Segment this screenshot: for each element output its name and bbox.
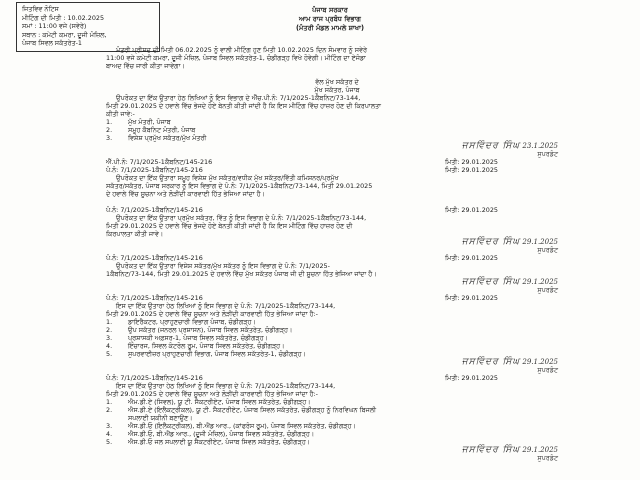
signature-date: 29.1.2025 (522, 278, 558, 286)
signature-3 (106, 278, 568, 294)
signature-1 (106, 142, 568, 158)
block-line: ਉਪਰੋਕਤ ਦਾ ਇੱਕ ਉਤਾਰਾ ਵਿਸ਼ੇਸ਼ ਸਕੱਤਰ/ਮੁੱਖ ਸਕੱਤਰ ਨੂੰ ਇਸ ਵਿਭਾਗ ਦੇ ਪੰ.ਨੰ: 7/1/2025- (116, 262, 330, 270)
signature-date: 29.1.2025 (522, 238, 558, 246)
block-line: ਸਕੱਤਰ/ਸਕੱਤਰ, ਪੰਜਾਬ ਸਰਕਾਰ ਨੂੰ ਇਸ ਵਿਭਾਗ ਦੇ ਪੰ.ਨੰ: 7/1/2025-1ਕੈਬਨਿਟ/73-144, ਮਿਤੀ 29.01.2025 (106, 182, 373, 190)
meeting-info-box (16, 2, 160, 52)
list-item: 1. ਮੁੱਖ ਮੰਤਰੀ, ਪੰਜਾਬ (106, 118, 171, 126)
signature-scribble: ਜਸਵਿੰਦਰ ਸਿੰਘ (461, 141, 521, 151)
block-line: ਉਪਰੋਕਤ ਦਾ ਇੱਕ ਉਤਾਰਾ ਪ੍ਰਮੁੱਖ ਸਕੱਤਰ, ਵਿੱਤ ਨੂੰ ਇਸ ਵਿਭਾਗ ਦੇ ਪੰ.ਨੰ: 7/1/2025-1ਕੈਬਨਿਟ/73-144, (116, 214, 367, 222)
from-line: ਵੱਲ ਮੁੱਖ ਸਕੱਤਰ ਦੇ (315, 78, 359, 86)
intro-line: ਮੰਤਰੀ ਪ੍ਰੀਸ਼ਦ ਦੀ ਮਿਤੀ 06.02.2025 ਨੂੰ ਵਾਲੀ ਮੀਟਿੰਗ ਹੁਣ ਮਿਤੀ 10.02.2025 ਦਿਨ ਸੋਮਵਾਰ ਨੂੰ ਸਵੇਰੇ (116, 46, 367, 54)
meeting-date: ਮੀਟਿੰਗ ਦੀ ਮਿਤੀ : 10.02.2025 (22, 13, 105, 22)
reference-line: ਪੰ.ਨੰ: 7/1/2025-1ਕੈਬਨਿਟ/145-216 ਮਿਤੀ: 29.01.2025 (106, 294, 498, 302)
block4-paragraph (106, 262, 568, 278)
department-name: ਆਮ ਰਾਜ ਪ੍ਰਬੰਧ ਵਿਭਾਗ (298, 15, 362, 23)
list-item: 2. ਐਸ.ਡੀ.ਏ (ਇਲੈਕਟ੍ਰੀਕਲ), ਯੂ ਟੀ. ਸੈਕਟਰੀਏਟ, ਪੰਜਾਬ ਸਿਵਲ ਸਕੱਤਰੇਤ, ਚੰਡੀਗੜ੍ਹ ਨੂੰ ਨਿਰਵਿਘਨ ਬਿਜਲੀ (106, 406, 376, 414)
block-line: ਇਸ ਦਾ ਇੱਕ ਉਤਾਰਾ ਹੇਠ ਲਿਖਿਆਂ ਨੂੰ ਇਸ ਵਿਭਾਗ ਦੇ ਪੰ.ਨੰ: 7/1/2025-1ਕੈਬਨਿਟ/73-144, (116, 302, 336, 310)
signature-date: 29.1.2025 (522, 358, 558, 366)
signature-title: ਸੁਪਰਡੰਟ (537, 246, 558, 254)
list-item: 3. ਐਸ.ਡੀ.ਓ (ਇਲੈਕਟ੍ਰੀਕਲ), ਬੀ.ਐਂਡ ਆਰ., (ਕਾਂਫਰੰਸ ਰੂਮ), ਪੰਜਾਬ ਸਿਵਲ ਸਕੱਤਰੇਤ, ਚੰਡੀਗੜ੍ਹ। (106, 422, 356, 430)
block-line: 1ਕੈਬਨਿਟ/73-144, ਮਿਤੀ 29.01.2025 ਦੇ ਹਵਾਲੇ ਵਿੱਚ ਮੁੱਖ ਸਕੱਤਰ ਪੰਜਾਬ ਜੀ ਦੀ ਸੂਚਨਾ ਹਿੱਤ ਭੇਜਿਆ ਜਾਂਦਾ ਹੈ। (106, 270, 377, 278)
list-item: 1. ਡਾਇਰੈਕਟਰ, ਪ੍ਰਾਹੁਣਚਾਰੀ ਵਿਭਾਗ ਪੰਜਾਬ, ਚੰਡੀਗੜ੍ਹ। (106, 318, 256, 326)
meeting-venue-2: ਪੰਜਾਬ ਸਿਵਲ ਸਕੱਤਰੇਤ-1 (22, 39, 82, 48)
signature-5 (106, 446, 568, 462)
reference-line: ਪੰ.ਨੰ: 7/1/2025-1ਕੈਬਨਿਟ/145-216 ਮਿਤੀ: 29.01.2025 (106, 374, 498, 382)
list-item: 2. ਸਮੂਹ ਕੈਬਨਿਟ ਮੰਤਰੀ, ਪੰਜਾਬ (106, 126, 196, 134)
reference-line: ਪੰ.ਨੰ: 7/1/2025-1ਕੈਬਨਿਟ/145-216 ਮਿਤੀ: 29.01.2025 (106, 254, 498, 262)
block5-list (106, 318, 568, 358)
list-item: 1. ਐਮ.ਡੀ.ਏ (ਸਿਵਲ), ਯੂ ਟੀ. ਸੈਕਟਰੀਏਟ, ਪੰਜਾਬ ਸਿਵਲ ਸਕੱਤਰੇਤ, ਚੰਡੀਗੜ੍ਹ। (106, 398, 311, 406)
document-body (106, 46, 568, 462)
signature-title: ਸੁਪਰਡੰਟ (537, 366, 558, 374)
block-line: ਮਿਤੀ 29.01.2025 ਦੇ ਹਵਾਲੇ ਵਿੱਚ ਭੇਜਦੇ ਹੋਏ ਬੇਨਤੀ ਕੀਤੀ ਜਾਂਦੀ ਹੈ ਕਿ ਇਸ ਮੀਟਿੰਗ ਵਿੱਚ ਹਾਜ਼ਰ ਹੋਣ ਦੀ ਕਿਰਪਾਲਤਾ (106, 102, 381, 110)
intro-paragraph (106, 46, 568, 70)
signature-2 (106, 238, 568, 254)
block-line: ਉਪਰੋਕਤ ਦਾ ਇੱਕ ਉਤਾਰਾ ਸਮੂਹ ਵਿਸ਼ੇਸ਼ ਮੁੱਖ ਸਕੱਤਰ/ਵਧੀਕ ਮੁੱਖ ਸਕੱਤਰ/ਵਿੱਤੀ ਕਮਿਸ਼ਨਰ/ਪ੍ਰਮੁੱਖ (116, 174, 339, 182)
block-line: ਮਿਤੀ 29.01.2025 ਦੇ ਹਵਾਲੇ ਵਿੱਚ ਭੇਜਦੇ ਹੋਏ ਬੇਨਤੀ ਕੀਤੀ ਜਾਂਦੀ ਹੈ ਕਿ ਇਸ ਮੀਟਿੰਗ ਵਿੱਚ ਹਾਜ਼ਰ ਹੋਣ ਦੀ (106, 222, 353, 230)
list-item: 3. ਵਿਸ਼ੇਸ਼ ਪ੍ਰਮੁੱਖ ਸਕੱਤਰ/ਮੁੱਖ ਮੰਤਰੀ (106, 134, 207, 142)
signature-date: 23.1.2025 (522, 142, 558, 150)
reference-line: ਪੰ.ਨੰ: 7/1/2025-1ਕੈਬਨਿਟ/145-216 ਮਿਤੀ: 29.01.2025 (106, 206, 498, 214)
list-item: 5. ਐਸ.ਡੀ.ਓ ਜਲ ਸਪਲਾਈ ਯੂ ਸੈਕਟਰੀਏਟ, ਪੰਜਾਬ ਸਿਵਲ ਸਕੱਤਰੇਤ, ਚੰਡੀਗੜ੍ਹ। (106, 438, 311, 446)
intro-line: ਬਾਅਦ ਵਿੱਚ ਜਾਰੀ ਕੀਤਾ ਜਾਵੇਗਾ। (106, 62, 185, 70)
list-item: 5. ਸੁਪਰਵਾਈਜ਼ਰ ਪ੍ਰਾਹੁਣਚਾਰੀ ਵਿਭਾਗ, ਪੰਜਾਬ ਸਿਵਲ ਸਕੱਤਰੇਤ-1, ਚੰਡੀਗੜ੍ਹ। (106, 350, 306, 358)
meeting-time: ਸਮਾਂ : 11:00 ਵਜੇ (ਸਵੇਰੇ) (22, 22, 87, 31)
block-line: ਕੀਤੀ ਜਾਵੇ:- (106, 110, 135, 118)
document-header (240, 6, 420, 33)
signature-date: 29.1.2025 (522, 446, 558, 454)
signature-scribble: ਜਸਵਿੰਦਰ ਸਿੰਘ (461, 237, 521, 247)
block-line: ਇਸ ਦਾ ਇੱਕ ਉਤਾਰਾ ਹੇਠ ਲਿਖਿਆਂ ਨੂੰ ਇਸ ਵਿਭਾਗ ਦੇ ਪੰ.ਨੰ: 7/1/2025-1ਕੈਬਨਿਟ/73-144, (116, 382, 336, 390)
block3-paragraph (106, 214, 568, 238)
signature-title: ਸੁਪਰਡੰਟ (537, 454, 558, 462)
list-item: 4. ਇੰਚਾਰਜ, ਸਿਵਲ ਕੰਟਰੋਲ ਰੂਮ, ਪੰਜਾਬ ਸਿਵਲ ਸਕੱਤਰੇਤ, ਚੰਡੀਗੜ੍ਹ। (106, 342, 285, 350)
list-item: 3. ਪ੍ਰਸ਼ਾਸਕੀ ਅਫ਼ਸਰ-1, ਪੰਜਾਬ ਸਿਵਲ ਸਕੱਤਰੇਤ, ਚੰਡੀਗੜ੍ਹ। (106, 334, 268, 342)
reference-line: ਪੰ.ਨੰ: 7/1/2025-1ਕੈਬਨਿਟ/145-216 ਮਿਤੀ: 29.01.2025 (106, 166, 498, 174)
block1-paragraph (106, 94, 568, 118)
reference-line: ਐੱ.ਪੀ.ਨੰ: 7/1/2025-1ਕੈਬਨਿਟ/145-216 ਮਿਤੀ: 29.01.2025 (106, 158, 498, 166)
signature-title: ਸੁਪਰਡੰਟ (537, 150, 558, 158)
signature-scribble: ਜਸਵਿੰਦਰ ਸਿੰਘ (461, 445, 521, 455)
list-item: 4. ਐਸ.ਡੀ.ਓ, ਬੀ.ਐਂਡ ਆਰ., (ਦੂਜੀ ਮੰਜ਼ਿਲ), ਪੰਜਾਬ ਸਿਵਲ ਸਕੱਤਰੇਤ, ਚੰਡੀਗੜ੍ਹ। (106, 430, 315, 438)
list-item: ਸਪਲਾਈ ਯਕੀਨੀ ਬਣਾਉਣ। (128, 414, 193, 422)
block-line: ਮਿਤੀ 29.01.2025 ਦੇ ਹਵਾਲੇ ਵਿੱਚ ਸੂਚਨਾ ਅਤੇ ਲੋੜੀਂਦੀ ਕਾਰਵਾਈ ਹਿੱਤ ਭੇਜਿਆ ਜਾਂਦਾ ਹੈ:- (106, 310, 318, 318)
block5-paragraph (106, 302, 568, 318)
block1-list (106, 118, 568, 142)
signature-4 (106, 358, 568, 374)
block-line: ਦੇ ਹਵਾਲੇ ਵਿੱਚ ਸੂਚਨਾ ਅਤੇ ਲੋੜੀਂਦੀ ਕਾਰਵਾਈ ਹਿੱਤ ਭੇਜਿਆ ਜਾਂਦਾ ਹੈ। (106, 190, 265, 198)
block2-paragraph (106, 174, 568, 198)
block-line: ਉਪਰੋਕਤ ਦਾ ਇੱਕ ਉਤਾਰਾ ਹੇਠ ਲਿਖਿਆਂ ਨੂੰ ਇਸ ਵਿਭਾਗ ਦੇ ਐੱਚ.ਪੀ.ਨੰ: 7/1/2025-1ਕੈਬਨਿਟ/73-144, (116, 94, 361, 102)
from-title: ਮੁੱਖ ਸਕੱਤਰ, ਪੰਜਾਬ (314, 86, 360, 94)
signature-title: ਸੁਪਰਡੰਟ (537, 286, 558, 294)
block6-paragraph (106, 382, 568, 398)
intro-line: 11:00 ਵਜੇ ਕਮੇਟੀ ਕਮਰਾ, ਦੂਜੀ ਮੰਜ਼ਿਲ, ਪੰਜਾਬ ਸਿਵਲ ਸਕੱਤਰੇਤ-1, ਚੰਡੀਗੜ੍ਹ ਵਿਖੇ ਹੋਵੇਗੀ। ਮੀਟਿੰਗ ਦਾ ਏਜੰਡਾ (106, 54, 366, 62)
block-line: ਕਿਰਪਾਲਤਾ ਕੀਤੀ ਜਾਵੇ। (106, 230, 164, 238)
block6-list (106, 398, 568, 446)
notice-label: ਜਿਤਵਿਵ ਨੋਟਿਸ (22, 5, 59, 13)
signature-scribble: ਜਸਵਿੰਦਰ ਸਿੰਘ (461, 277, 521, 287)
govt-name: ਪੰਜਾਬ ਸਰਕਾਰ (312, 6, 348, 14)
signature-scribble: ਜਸਵਿੰਦਰ ਸਿੰਘ (461, 357, 521, 367)
block-line: ਮਿਤੀ 29.01.2025 ਦੇ ਹਵਾਲੇ ਵਿੱਚ ਸੂਚਨਾ ਅਤੇ ਲੋੜੀਂਦੀ ਕਾਰਵਾਈ ਹਿੱਤ ਭੇਜਿਆ ਜਾਂਦਾ ਹੈ:- (106, 390, 318, 398)
branch-name: (ਮੰਤਰੀ ਮੰਡਲ ਮਾਮਲੇ ਸ਼ਾਖਾ) (296, 24, 364, 32)
list-item: 2. ਉਪ ਸਕੱਤਰ (ਜਨਰਲ ਪ੍ਰਸ਼ਾਸਨ), ਪੰਜਾਬ ਸਿਵਲ ਸਕੱਤਰੇਤ, ਚੰਡੀਗੜ੍ਹ। (106, 326, 293, 334)
meeting-venue: ਸਥਾਨ : ਕਮੇਟੀ ਕਮਰਾ, ਦੂਜੀ ਮੰਜ਼ਿਲ, (22, 30, 107, 39)
